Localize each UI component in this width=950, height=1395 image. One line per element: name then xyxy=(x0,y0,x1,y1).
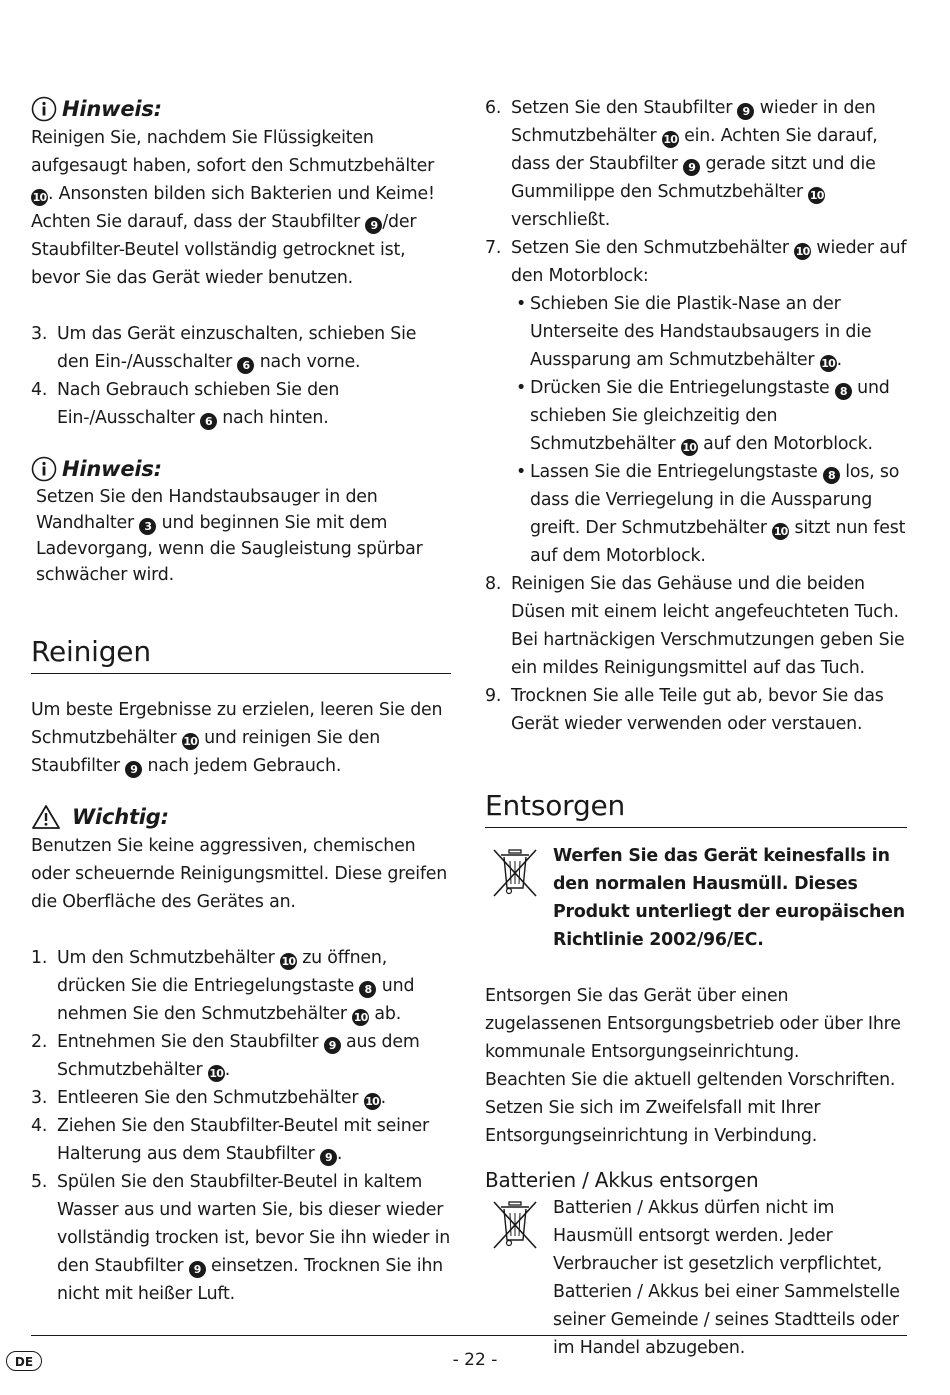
reference-number-marker: 10 xyxy=(209,1067,224,1080)
bullet-list xyxy=(511,290,907,570)
battery-text: Batterien / Akkus dürfen nicht im Hausmüll entsorgt werden. Jeder Verbraucher ist gesetzlich verpflichtet, Batterien / Akkus bei einer Sammelstelle seiner Gemeinde / seines Stadtteils oder im Handel abzugeben. xyxy=(553,1198,900,1358)
reference-number-marker: 8 xyxy=(823,467,840,484)
reference-number-marker: 9 xyxy=(320,1149,337,1166)
steps-list xyxy=(31,320,451,432)
hint-heading xyxy=(31,454,451,484)
reference-number-marker: 9 xyxy=(683,159,700,176)
disposal-notice xyxy=(485,842,907,954)
hint-text: Setzen Sie den Handstaubsauger in den Wandhalter 3 und beginnen Sie mit dem Ladevorgang, wenn die Saugleistung spürbar schwächer wird. xyxy=(36,487,423,585)
reference-number-marker: 10 xyxy=(795,245,810,258)
reference-number-marker: 9 xyxy=(189,1261,206,1278)
hint-text: Reinigen Sie, nachdem Sie Flüssigkeiten aufgesaugt haben, sofort den Schmutzbehälter 10. Ansonsten bilden sich Bakterien und Keime! Achten Sie darauf, dass der Staubfilter 9 /der Staubfilter-Beutel vollständig getrocknet ist, bevor Sie das Gerät wieder benutzen. xyxy=(31,128,435,288)
list-item: 3. Entleeren Sie den Schmutzbehälter 10. xyxy=(31,1088,386,1108)
reference-number-marker: 9 xyxy=(125,761,142,778)
language-badge: DE xyxy=(6,1351,42,1371)
list-item: 8. Reinigen Sie das Gehäuse und die beiden Düsen mit einem leicht angefeuchteten Tuch. Bei hartnäckigen Verschmutzungen geben Sie ein mildes Reinigungsmittel auf das Tuch. xyxy=(485,574,905,678)
disposal-warning-text: Werfen Sie das Gerät keinesfalls in den normalen Hausmüll. Dieses Produkt unterliegt der europäischen Richtlinie 2002/96/EC. xyxy=(553,846,905,950)
reference-number-marker: 9 xyxy=(737,103,754,120)
right-column xyxy=(485,94,907,1362)
disposal-paragraph: Entsorgen Sie das Gerät über einen zugelassenen Entsorgungsbetrieb oder über Ihre kommunale Entsorgungseinrichtung. xyxy=(485,986,901,1062)
reference-number-marker: 10 xyxy=(32,191,47,204)
bullet-item: • Schieben Sie die Plastik-Nase an der Unterseite des Handstaubsaugers in die Aussparung am Schmutzbehälter 10. xyxy=(511,290,907,374)
cleaning-steps-list xyxy=(31,944,451,1308)
reference-number-marker: 9 xyxy=(365,217,382,234)
list-item: 1. Um den Schmutzbehälter 10 zu öffnen, drücken Sie die Entriegelungstaste 8 und nehmen Sie den Schmutzbehälter 10 ab. xyxy=(31,948,415,1024)
reference-number-marker: 8 xyxy=(835,383,852,400)
list-item: 2. Entnehmen Sie den Staubfilter 9 aus dem Schmutzbehälter 10. xyxy=(31,1032,420,1080)
hint-heading xyxy=(31,94,451,124)
warning-triangle-icon xyxy=(31,804,61,830)
reference-number-marker: 8 xyxy=(359,981,376,998)
list-item: 4. Ziehen Sie den Staubfilter-Beutel mit seiner Halterung aus dem Staubfilter 9 . xyxy=(31,1116,429,1164)
reference-number-marker: 3 xyxy=(139,518,156,535)
battery-notice xyxy=(485,1194,907,1362)
reference-number-marker: 6 xyxy=(200,413,217,430)
list-item: 3. Um das Gerät einzuschalten, schieben Sie den Ein-/Ausschalter 6 nach vorne. xyxy=(31,324,417,372)
left-column xyxy=(31,94,451,1308)
battery-section-title: Batterien / Akkus entsorgen xyxy=(485,1168,759,1192)
warning-heading xyxy=(31,802,451,832)
hint-heading-text: Hinweis: xyxy=(62,457,162,481)
bullet-item: • Drücken Sie die Entriegelungstaste 8 und schieben Sie gleichzeitig den Schmutzbehälter 10 auf den Motorblock. xyxy=(511,374,907,458)
info-circle-icon xyxy=(31,456,57,482)
reference-number-marker: 6 xyxy=(237,357,254,374)
page-number: - 22 - xyxy=(452,1350,498,1370)
reference-number-marker: 10 xyxy=(353,1011,368,1024)
warning-text: Benutzen Sie keine aggressiven, chemischen oder scheuernde Reinigungsmittel. Diese greifen die Oberfläche des Gerätes an. xyxy=(31,836,448,912)
bullet-item: • Lassen Sie die Entriegelungstaste 8 los, so dass die Verriegelung in die Aussparung greift. Der Schmutzbehälter 10 sitzt nun fest auf dem Motorblock. xyxy=(511,458,907,570)
reference-number-marker: 10 xyxy=(663,133,678,146)
crossed-out-bin-icon xyxy=(489,844,541,902)
list-item: 4. Nach Gebrauch schieben Sie den Ein-/Ausschalter 6 nach hinten. xyxy=(31,380,340,428)
reference-number-marker: 10 xyxy=(281,955,296,968)
section-title-reinigen: Reinigen xyxy=(31,634,451,674)
reference-number-marker: 10 xyxy=(682,441,697,454)
reference-number-marker: 10 xyxy=(773,525,788,538)
hint-heading-text: Hinweis: xyxy=(62,97,162,121)
reference-number-marker: 10 xyxy=(821,357,835,370)
list-item: 7. Setzen Sie den Schmutzbehälter 10 wieder auf den Motorblock: • Schieben Sie die Plastik-Nase an der Unterseite des Handstaubsaugers in die Aussparung am Schmutzbehälter 10. • Drücken Sie die Entriegelungstaste 8 und schieben Sie gleichzeitig den Schmutzbehälter 10 auf den Motorblock. • Lassen Sie die Entriegelungstaste 8 los, so dass die Verriegelung in die Aussparung greift. Der Schmutzbehälter 10 sitzt nun fest auf dem Motorblock. xyxy=(485,234,907,570)
list-item: 6. Setzen Sie den Staubfilter 9 wieder in den Schmutzbehälter 10 ein. Achten Sie darauf, dass der Staubfilter 9 gerade sitzt und die Gummilippe den Schmutzbehälter 10 verschließt. xyxy=(485,98,878,230)
footer-divider xyxy=(31,1335,907,1336)
reference-number-marker: 9 xyxy=(324,1037,341,1054)
info-circle-icon xyxy=(31,96,57,122)
list-item: 5. Spülen Sie den Staubfilter-Beutel in kaltem Wasser aus und warten Sie, bis dieser wieder vollständig trocken ist, bevor Sie ihn wieder in den Staubfilter 9 einsetzen. Trocknen Sie ihn nicht mit heißer Luft. xyxy=(31,1172,451,1304)
reference-number-marker: 10 xyxy=(809,189,824,202)
disposal-paragraph: Beachten Sie die aktuell geltenden Vorschriften. Setzen Sie sich im Zweifelsfall mit Ihrer Entsorgungseinrichtung in Verbindung. xyxy=(485,1070,896,1146)
reference-number-marker: 10 xyxy=(183,735,198,748)
section-title-entsorgen: Entsorgen xyxy=(485,788,907,828)
intro-text: Um beste Ergebnisse zu erzielen, leeren Sie den Schmutzbehälter 10 und reinigen Sie den Staubfilter 9 nach jedem Gebrauch. xyxy=(31,700,443,776)
list-item: 9. Trocknen Sie alle Teile gut ab, bevor Sie das Gerät wieder verwenden oder verstauen. xyxy=(485,686,884,734)
crossed-out-bin-icon xyxy=(489,1196,541,1254)
reference-number-marker: 10 xyxy=(365,1095,379,1108)
warning-heading-text: Wichtig: xyxy=(72,805,169,829)
steps-list-continued xyxy=(485,94,907,738)
